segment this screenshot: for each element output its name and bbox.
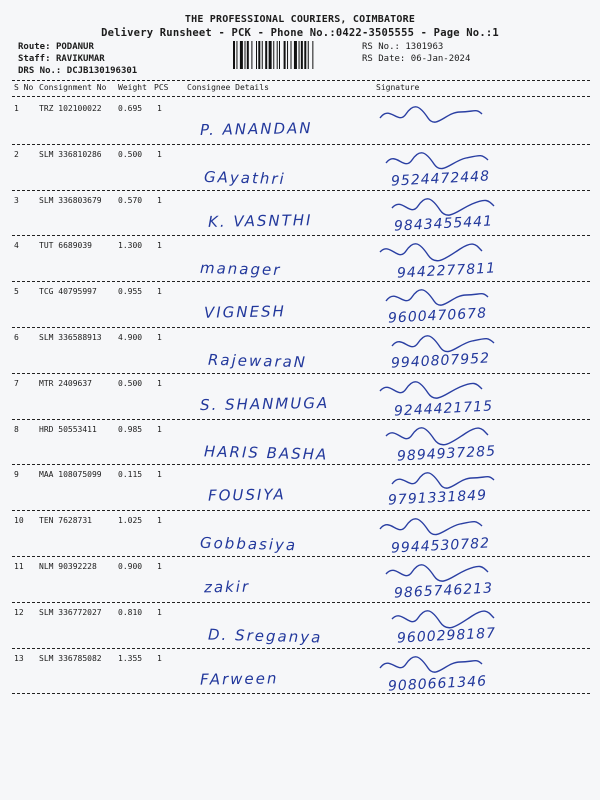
signature-stroke: [380, 244, 482, 261]
route-row: [18, 41, 137, 53]
signature-stroke: [380, 519, 482, 535]
row-pcs: 1: [157, 104, 162, 113]
row-signature-scribble: [376, 102, 486, 128]
barcode-bar: [279, 41, 280, 69]
row-sno: 2: [14, 149, 19, 159]
row-pcs: 1: [157, 333, 162, 342]
signature-stroke: [386, 427, 488, 444]
row-weight: 0.900: [118, 562, 143, 571]
signature-stroke: [386, 290, 488, 305]
col-sno: S No: [14, 83, 34, 92]
row-signature-scribble: [388, 606, 498, 632]
row-weight: 0.955: [118, 287, 143, 297]
row-consignment-no: TRZ 102100022: [39, 104, 102, 113]
row-sno: 4: [14, 241, 19, 251]
barcode-bar: [251, 41, 252, 69]
row-sno: 9: [14, 470, 19, 480]
barcode-bar: [258, 41, 260, 69]
row-sno: 7: [14, 378, 19, 388]
col-signature: Signature: [376, 83, 420, 92]
row-phone-handwritten: 9442277811: [396, 260, 497, 282]
row-phone-handwritten: 9944530782: [390, 535, 491, 557]
signature-stroke: [386, 565, 488, 581]
row-separator: [12, 602, 590, 603]
rs-date-row: [362, 53, 470, 65]
row-pcs: 1: [157, 653, 162, 663]
signature-stroke: [392, 198, 494, 214]
drs-label: DRS No.:: [18, 66, 62, 76]
row-consignee-handwritten: HARIS BASHA: [203, 441, 329, 464]
route-label: Route:: [18, 42, 51, 52]
barcode-bar: [287, 41, 288, 69]
barcode-bar: [247, 41, 249, 69]
row-consignment-no: MAA 108075099: [39, 470, 102, 480]
barcode-bar: [269, 41, 272, 69]
row-weight: 0.570: [118, 195, 143, 205]
row-consignee-handwritten: manager: [199, 259, 282, 280]
row-separator: [12, 281, 590, 282]
row-pcs: 1: [157, 424, 162, 434]
barcode-bar: [308, 41, 309, 69]
drs-value: DCJB130196301: [66, 66, 138, 76]
row-separator: [12, 327, 590, 328]
row-pcs: 1: [157, 149, 162, 159]
row-signature-scribble: [376, 514, 486, 540]
signature-stroke: [392, 473, 494, 488]
row-phone-handwritten: 9600470678: [387, 305, 488, 327]
row-consignee-handwritten: FOUSIYA: [207, 485, 286, 506]
row-sno: 5: [14, 287, 19, 297]
row-signature-scribble: [382, 560, 492, 586]
barcode-bar: [312, 41, 313, 69]
row-phone-handwritten: 9524472448: [390, 168, 491, 190]
row-weight: 0.695: [118, 104, 143, 113]
barcode-bar: [233, 41, 235, 69]
row-sno: 12: [14, 607, 24, 617]
row-consignment-no: SLM 336803679: [39, 195, 102, 205]
column-headers: [14, 83, 590, 95]
header-bottom-rule: [12, 96, 590, 97]
row-consignment-no: TUT 6689039: [39, 241, 92, 251]
row-sno: 13: [14, 653, 24, 663]
row-signature-scribble: [388, 331, 498, 357]
rs-date-value: 06-Jan-2024: [410, 54, 471, 64]
row-signature-scribble: [382, 285, 492, 311]
row-signature-scribble: [376, 377, 486, 403]
col-weight: Weight: [118, 83, 147, 92]
row-separator: [12, 510, 590, 511]
row-separator: [12, 190, 590, 191]
runsheet-subtitle: Delivery Runsheet - PCK - Phone No.:0422-3505555 - Page No.:1: [101, 27, 499, 39]
row-sno: 1: [14, 104, 19, 113]
signature-stroke: [380, 656, 482, 671]
staff-value: RAVIKUMAR: [55, 54, 105, 64]
barcode-bar: [236, 41, 237, 69]
row-signature-scribble: [382, 148, 492, 174]
row-consignee-handwritten: GAyathri: [203, 167, 286, 188]
row-consignee-handwritten: D. Sreganya: [207, 625, 323, 647]
route-staff-block: [18, 41, 137, 77]
barcode-bar: [277, 41, 278, 69]
row-weight: 0.500: [118, 149, 143, 159]
row-pcs: 1: [157, 287, 162, 297]
staff-label: Staff:: [18, 54, 51, 64]
rs-no-label: RS No.:: [362, 42, 400, 52]
row-weight: 0.500: [118, 378, 143, 388]
row-signature-scribble: [376, 239, 486, 265]
staff-row: [18, 53, 137, 65]
barcode-bar: [265, 41, 267, 69]
row-consignee-handwritten: P. ANANDAN: [199, 119, 313, 139]
row-pcs: 1: [157, 241, 162, 251]
barcode-bar: [304, 41, 306, 69]
row-pcs: 1: [157, 607, 162, 617]
row-consignee-handwritten: S. SHANMUGA: [199, 393, 330, 414]
row-signature-scribble: [388, 194, 498, 220]
rs-no-row: [362, 41, 470, 53]
row-pcs: 1: [157, 378, 162, 388]
rs-date-label: RS Date:: [362, 54, 406, 64]
row-phone-handwritten: 9865746213: [393, 580, 494, 602]
signature-stroke: [380, 107, 482, 122]
signature-stroke: [392, 611, 494, 628]
row-separator: [12, 144, 590, 145]
row-phone-handwritten: 9894937285: [396, 443, 497, 465]
row-consignment-no: TEN 7628731: [39, 516, 92, 526]
row-separator: [12, 464, 590, 465]
row-weight: 1.300: [118, 241, 143, 251]
row-consignment-no: SLM 336785082: [39, 653, 102, 663]
row-consignment-no: NLM 90392228: [39, 562, 97, 571]
row-pcs: 1: [157, 516, 162, 526]
row-signature-scribble: [376, 652, 486, 678]
row-separator: [12, 693, 590, 694]
row-signature-scribble: [382, 423, 492, 449]
barcode-bar: [294, 41, 297, 69]
row-sno: 3: [14, 195, 19, 205]
row-phone-handwritten: 9244421715: [393, 398, 494, 420]
row-consignment-no: MTR 2409637: [39, 378, 92, 388]
barcode-bar: [256, 41, 257, 69]
row-signature-scribble: [388, 468, 498, 494]
row-phone-handwritten: 9791331849: [387, 487, 488, 509]
barcode-bar: [291, 41, 292, 69]
barcode-bar: [245, 41, 246, 69]
row-sno: 6: [14, 333, 19, 342]
rs-block: [362, 41, 470, 65]
row-pcs: 1: [157, 562, 162, 571]
row-sno: 8: [14, 424, 19, 434]
row-separator: [12, 373, 590, 374]
row-sno: 11: [14, 562, 24, 571]
barcode-bar: [262, 41, 263, 69]
barcode-image: [232, 41, 356, 69]
row-consignment-no: SLM 336772027: [39, 607, 102, 617]
row-consignment-no: HRD 50553411: [39, 424, 97, 434]
barcode-bar: [299, 41, 300, 69]
rs-no-value: 1301963: [405, 42, 444, 52]
col-consignee: Consignee Details: [187, 83, 269, 92]
row-phone-handwritten: 9080661346: [387, 673, 488, 695]
row-separator: [12, 648, 590, 649]
row-separator: [12, 556, 590, 557]
row-consignment-no: TCG 40795997: [39, 287, 97, 297]
barcode-bar: [273, 41, 274, 69]
row-weight: 1.025: [118, 516, 143, 526]
row-phone-handwritten: 9843455441: [393, 213, 494, 235]
barcode-bar: [284, 41, 286, 69]
row-consignee-handwritten: Gobbasiya: [199, 533, 298, 555]
row-phone-handwritten: 9940807952: [390, 350, 491, 372]
header-top-rule: [12, 80, 590, 81]
row-consignee-handwritten: K. VASNTHI: [207, 210, 313, 231]
col-consignment: Consignment No: [39, 83, 107, 92]
signature-stroke: [386, 153, 488, 169]
drs-row: [18, 65, 137, 77]
row-consignment-no: SLM 336588913: [39, 333, 102, 342]
row-consignee-handwritten: RajewaraN: [207, 350, 308, 372]
row-consignee-handwritten: FArween: [199, 668, 279, 689]
row-consignment-no: SLM 336810286: [39, 149, 102, 159]
row-weight: 0.985: [118, 424, 143, 434]
row-phone-handwritten: 9600298187: [396, 625, 497, 647]
route-value: PODANUR: [55, 42, 94, 52]
row-sno: 10: [14, 516, 24, 526]
row-pcs: 1: [157, 195, 162, 205]
row-pcs: 1: [157, 470, 162, 480]
barcode-bar: [301, 41, 303, 69]
col-pcs: PCS: [154, 83, 169, 92]
row-separator: [12, 419, 590, 420]
row-separator: [12, 235, 590, 236]
signature-stroke: [380, 382, 482, 398]
signature-stroke: [392, 336, 494, 352]
row-weight: 1.355: [118, 653, 143, 663]
row-consignee-handwritten: zakir: [203, 577, 251, 597]
row-consignee-handwritten: VIGNESH: [203, 302, 286, 322]
barcode-bar: [240, 41, 243, 69]
company-title: THE PROFESSIONAL COURIERS, COIMBATORE: [184, 14, 416, 25]
row-weight: 0.115: [118, 470, 143, 480]
row-weight: 4.900: [118, 333, 143, 342]
row-weight: 0.810: [118, 607, 143, 617]
